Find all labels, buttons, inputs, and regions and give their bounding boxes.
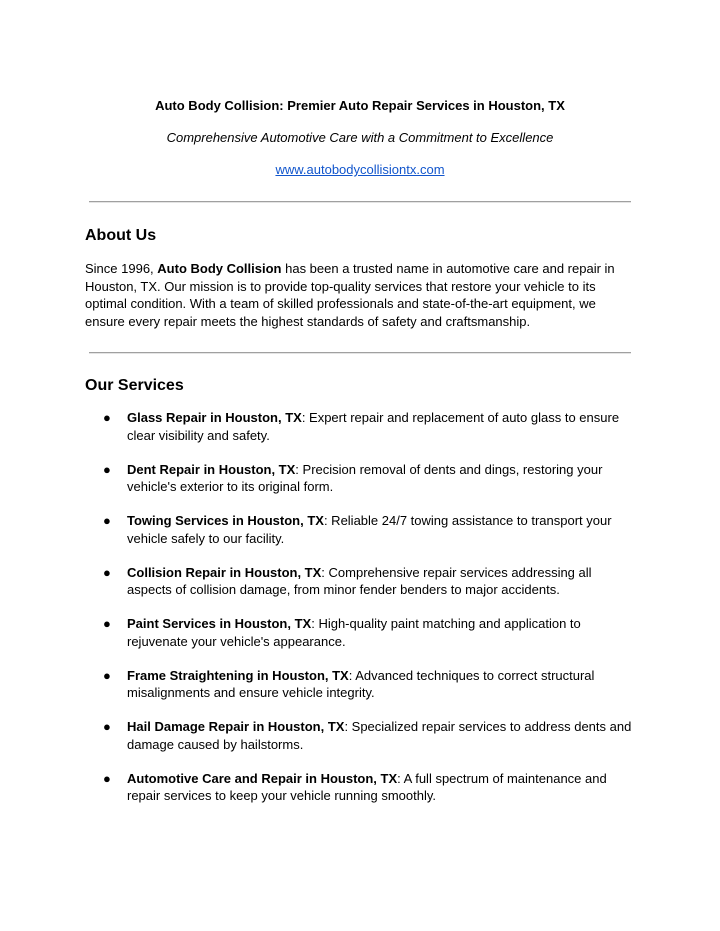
- service-description: : High-quality paint matching and application to rejuvenate your vehicle's appearance.: [127, 616, 581, 649]
- service-description: : Precision removal of dents and dings, restoring your vehicle's exterior to its original form.: [127, 461, 603, 494]
- service-name: Paint Services in Houston, TX: [127, 616, 312, 631]
- list-item: [0, 564, 720, 599]
- list-item: [0, 461, 720, 496]
- horizontal-divider: [89, 352, 631, 354]
- list-item: [0, 512, 720, 547]
- service-name: Frame Straightening in Houston, TX: [127, 667, 349, 683]
- list-item: [0, 615, 720, 650]
- document-title: Auto Body Collision: Premier Auto Repair Services in Houston, TX: [155, 98, 565, 113]
- service-description: : Comprehensive repair services addressing all aspects of collision damage, from minor fender benders to major accidents.: [127, 564, 592, 597]
- list-item: [0, 718, 720, 753]
- service-name: Collision Repair in Houston, TX: [127, 564, 322, 580]
- about-us-paragraph: [85, 260, 630, 330]
- service-name: Dent Repair in Houston, TX: [127, 461, 296, 477]
- list-item: [0, 770, 720, 805]
- bullet-icon: ●: [103, 616, 111, 631]
- website-link-container: [0, 161, 720, 179]
- our-services-heading: Our Services: [85, 377, 184, 394]
- bullet-icon: ●: [103, 410, 111, 425]
- bullet-icon: ●: [103, 513, 111, 528]
- service-name: Automotive Care and Repair in Houston, TX: [127, 770, 398, 786]
- bullet-icon: ●: [103, 564, 111, 580]
- service-description: : Reliable 24/7 towing assistance to transport your vehicle safely to our facility.: [127, 513, 612, 546]
- company-name: Auto Body Collision: [157, 261, 282, 276]
- about-intro-text: Since 1996,: [85, 261, 158, 276]
- bullet-icon: ●: [103, 461, 111, 477]
- services-list: [0, 409, 720, 821]
- document-subtitle: Comprehensive Automotive Care with a Commitment to Excellence: [166, 130, 554, 145]
- service-description: : Expert repair and replacement of auto glass to ensure clear visibility and safety.: [127, 410, 620, 443]
- service-name: Hail Damage Repair in Houston, TX: [127, 719, 345, 734]
- service-description: : Specialized repair services to address dents and damage caused by hailstorms.: [127, 719, 632, 752]
- bullet-icon: ●: [103, 667, 111, 683]
- horizontal-divider: [89, 201, 631, 203]
- service-name: Glass Repair in Houston, TX: [127, 410, 302, 425]
- service-description: : Advanced techniques to correct structural misalignments and ensure vehicle integrity.: [127, 667, 595, 700]
- service-name: Towing Services in Houston, TX: [127, 513, 324, 528]
- list-item: [0, 409, 720, 444]
- bullet-icon: ●: [103, 770, 111, 786]
- website-link[interactable]: www.autobodycollisiontx.com: [275, 162, 445, 177]
- about-us-heading: About Us: [85, 227, 157, 244]
- list-item: [0, 667, 720, 702]
- bullet-icon: ●: [103, 719, 111, 734]
- service-description: : A full spectrum of maintenance and repair services to keep your vehicle running smoothly.: [127, 770, 607, 803]
- about-body-text: has been a trusted name in automotive care and repair in Houston, TX. Our mission is to provide top-quality services that restore your vehicle to its optimal condition. With a team of skilled professionals and state-of-the-art equipment, we ensure every repair meets the highest standards of safety and craftsmanship.: [85, 261, 615, 329]
